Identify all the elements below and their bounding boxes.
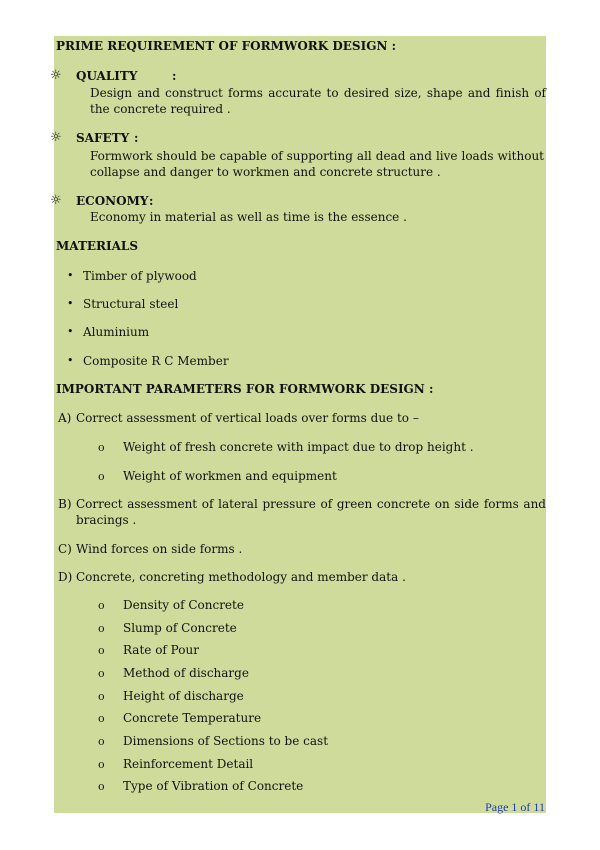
parameter-text-a: Correct assessment of vertical loads over forms due to – (76, 411, 419, 425)
quality-text: Design and construct forms accurate to desired size, shape and finish of the concrete required . (90, 86, 546, 116)
circle-bullet-icon: o (98, 470, 105, 483)
parameter-label-b: B) (58, 497, 72, 511)
quality-title: QUALITY (76, 69, 138, 83)
page-number: Page 1 of 11 (485, 800, 545, 814)
parameter-label-a: A) (58, 411, 72, 425)
parameter-subitem: Rate of Pour (123, 643, 199, 657)
parameter-subitem: Method of discharge (123, 666, 249, 680)
parameter-text-b: Correct assessment of lateral pressure of green concrete on side forms and bracings . (76, 497, 546, 527)
circle-bullet-icon: o (98, 758, 105, 771)
circle-bullet-icon: o (98, 599, 105, 612)
parameter-subitem: Type of Vibration of Concrete (123, 779, 304, 793)
material-item: Aluminium (83, 325, 150, 339)
circle-bullet-icon: o (98, 780, 105, 793)
sun-bullet-icon: ☼ (50, 68, 62, 83)
circle-bullet-icon: o (98, 712, 105, 725)
material-item: Structural steel (83, 297, 179, 311)
economy-text: Economy in material as well as time is the essence . (90, 210, 407, 224)
prime-requirement-heading: PRIME REQUIREMENT OF FORMWORK DESIGN : (56, 39, 397, 53)
parameter-subitem: Slump of Concrete (123, 621, 237, 635)
circle-bullet-icon: o (98, 667, 105, 680)
bullet-icon: • (67, 325, 74, 338)
materials-heading: MATERIALS (56, 239, 139, 253)
bullet-icon: • (67, 354, 74, 367)
circle-bullet-icon: o (98, 690, 105, 703)
economy-title: ECONOMY (76, 194, 149, 208)
safety-text: Formwork should be capable of supporting all dead and live loads without collapse and danger to workmen and concrete structure . (90, 149, 544, 179)
bullet-icon: • (67, 297, 74, 310)
economy-colon: : (149, 194, 154, 208)
parameter-subitem: Weight of fresh concrete with impact due to drop height . (123, 440, 474, 454)
parameter-subitem: Weight of workmen and equipment (123, 469, 337, 483)
parameter-subitem: Reinforcement Detail (123, 757, 254, 771)
parameter-label-c: C) (58, 542, 72, 556)
parameter-subitem: Height of discharge (123, 689, 244, 703)
safety-colon: : (134, 131, 139, 145)
parameter-subitem: Dimensions of Sections to be cast (123, 734, 329, 748)
circle-bullet-icon: o (98, 735, 105, 748)
circle-bullet-icon: o (98, 441, 105, 454)
parameter-subitem: Density of Concrete (123, 598, 244, 612)
parameter-subitem: Concrete Temperature (123, 711, 262, 725)
quality-colon: : (172, 69, 177, 83)
parameter-text-c: Wind forces on side forms . (76, 542, 243, 556)
sun-bullet-icon: ☼ (50, 193, 62, 208)
safety-title: SAFETY (76, 131, 130, 145)
material-item: Composite R C Member (83, 354, 229, 368)
parameters-heading: IMPORTANT PARAMETERS FOR FORMWORK DESIGN : (56, 382, 434, 396)
circle-bullet-icon: o (98, 644, 105, 657)
material-item: Timber of plywood (83, 269, 197, 283)
parameter-text-d: Concrete, concreting methodology and member data . (76, 570, 406, 584)
bullet-icon: • (67, 269, 74, 282)
circle-bullet-icon: o (98, 622, 105, 635)
parameter-label-d: D) (58, 570, 73, 584)
sun-bullet-icon: ☼ (50, 130, 62, 145)
